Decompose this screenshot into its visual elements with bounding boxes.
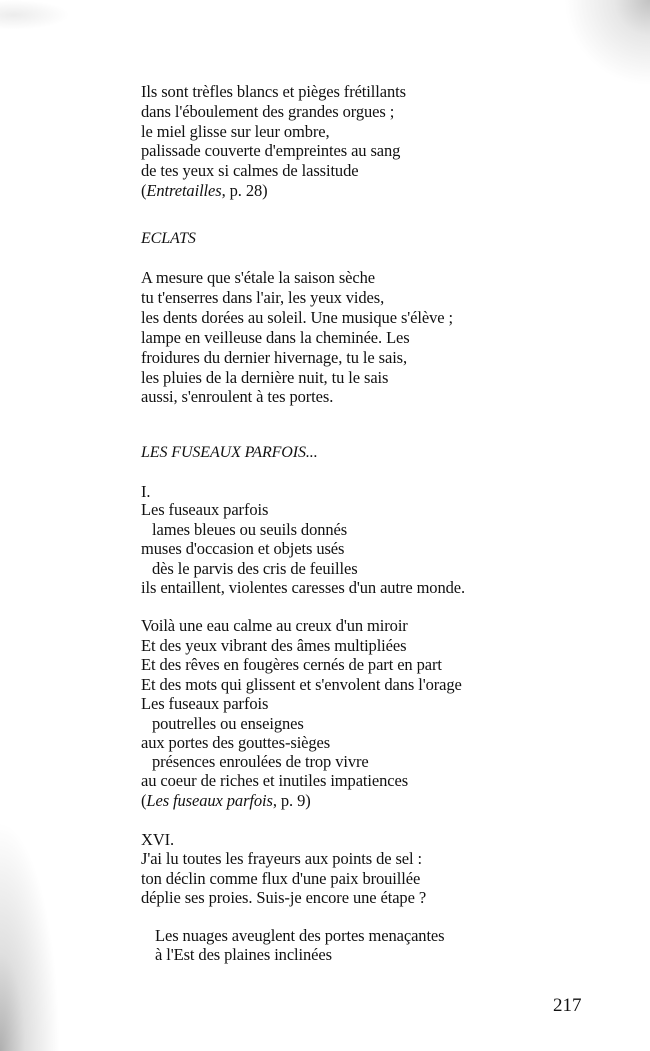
poem-line: lampe en veilleuse dans la cheminée. Les — [141, 328, 410, 347]
section-numeral: XVI. — [141, 830, 175, 849]
citation-page: , p. 9) — [272, 791, 311, 810]
poem-line: les pluies de la dernière nuit, tu le sais — [141, 368, 389, 387]
poem-line: Les fuseaux parfois — [141, 500, 269, 519]
poem-line-indented: présences enroulées de trop vivre — [152, 752, 369, 771]
poem-line: le miel glisse sur leur ombre, — [141, 122, 330, 141]
page-number: 217 — [553, 995, 582, 1016]
poem-title: LES FUSEAUX PARFOIS... — [141, 444, 318, 461]
poem-line-indented: poutrelles ou enseignes — [152, 714, 304, 733]
poem-line: dans l'éboulement des grandes orgues ; — [141, 102, 395, 121]
citation — [141, 181, 268, 201]
poem-line: J'ai lu toutes les frayeurs aux points de sel : — [141, 849, 423, 868]
scan-noise-bottom-left — [0, 821, 60, 1051]
poem-line: aux portes des gouttes-sièges — [141, 733, 331, 752]
poem-title: ECLATS — [141, 230, 196, 247]
poem-line-indented: lames bleues ou seuils donnés — [152, 520, 348, 539]
poem-line-indented: à l'Est des plaines inclinées — [155, 945, 332, 964]
poem-line: Et des rêves en fougères cernés de part en part — [141, 655, 442, 674]
poem-line: Et des mots qui glissent et s'envolent dans l'orage — [141, 675, 462, 694]
poem-line: Voilà une eau calme au creux d'un miroir — [141, 616, 408, 635]
poem-line: Ils sont trèfles blancs et pièges frétillants — [141, 82, 406, 101]
poem-line: au coeur de riches et inutiles impatiences — [141, 771, 409, 790]
citation — [141, 791, 311, 811]
poem-line: ton déclin comme flux d'une paix brouillée — [141, 869, 421, 888]
scan-noise-top-left — [0, 0, 70, 30]
poem-line: froidures du dernier hivernage, tu le sais, — [141, 348, 408, 367]
section-numeral: I. — [141, 482, 151, 501]
poem-line: A mesure que s'étale la saison sèche — [141, 268, 375, 287]
poem-line: Et des yeux vibrant des âmes multipliées — [141, 636, 407, 655]
citation-title: Entretailles — [146, 181, 222, 200]
citation-open: ( — [141, 181, 147, 200]
citation-title: Les fuseaux parfois — [146, 791, 273, 810]
citation-page: , p. 28) — [221, 181, 268, 200]
poem-line: déplie ses proies. Suis-je encore une étape ? — [141, 888, 427, 907]
poem-line: aussi, s'enroulent à tes portes. — [141, 387, 334, 406]
poem-line: tu t'enserres dans l'air, les yeux vides, — [141, 288, 385, 307]
poem-line: les dents dorées au soleil. Une musique s'élève ; — [141, 308, 453, 327]
poem-line: ils entaillent, violentes caresses d'un autre monde. — [141, 578, 466, 597]
poem-line: Les fuseaux parfois — [141, 694, 269, 713]
poem-line-indented: Les nuages aveuglent des portes menaçantes — [155, 926, 445, 945]
citation-open: ( — [141, 791, 147, 810]
scan-noise-top-right — [540, 0, 650, 90]
poem-line: palissade couverte d'empreintes au sang — [141, 141, 401, 160]
poem-line-indented: dès le parvis des cris de feuilles — [152, 559, 358, 578]
poem-line: de tes yeux si calmes de lassitude — [141, 161, 359, 180]
poem-line: muses d'occasion et objets usés — [141, 539, 345, 558]
